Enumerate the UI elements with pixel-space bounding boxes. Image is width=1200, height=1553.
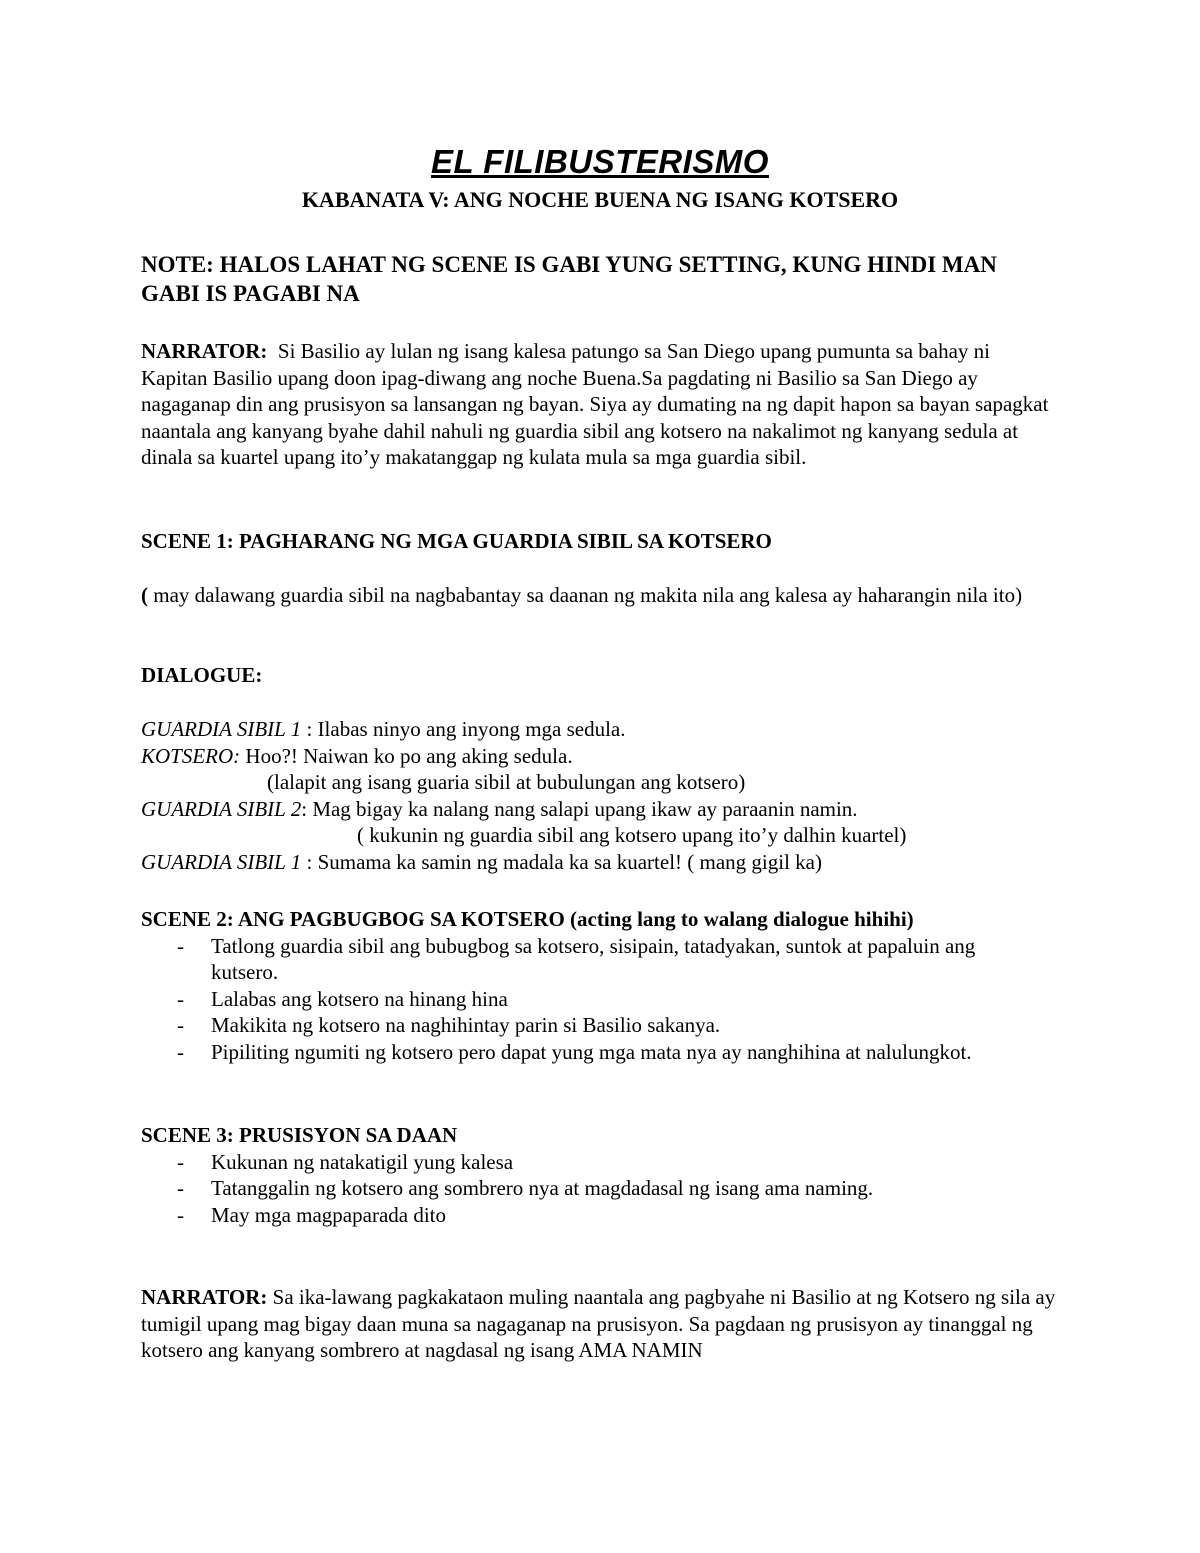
scene-2: [141, 906, 1061, 1065]
scene-2-list: [141, 933, 1021, 1066]
speaker: GUARDIA SIBIL 2: [141, 796, 302, 821]
list-item: [141, 1039, 1021, 1066]
paren-open: (: [141, 583, 148, 607]
speaker: GUARDIA SIBIL 1: [141, 717, 302, 741]
stage-direction: ( kukunin ng guardia sibil ang kotsero upang ito’y dalhin kuartel): [357, 823, 907, 847]
line-text: Mag bigay ka nalang nang salapi upang ikaw ay paraanin namin.: [312, 796, 858, 821]
dash-bullet: -: [177, 986, 184, 1011]
scene-3-heading: SCENE 3: PRUSISYON SA DAAN: [141, 1123, 458, 1147]
scene-2-heading: SCENE 2: ANG PAGBUGBOG SA KOTSERO (acting lang to walang dialogue hihihi): [141, 907, 914, 931]
chapter-subtitle: KABANATA V: ANG NOCHE BUENA NG ISANG KOTSERO: [301, 187, 899, 212]
narrator-text: Sa ika-lawang pagkakataon muling naantala ang pagbyahe ni Basilio at ng Kotsero ng sila ay tumigil upang mag bigay daan muna sa nagaganap na prusisyon. Sa pagdaan ng prusisyon ay tinanggal ng kotsero ang kanyang sombrero at nagdasal ng isang AMA NAMIN: [141, 1285, 1056, 1362]
line-text: Sumama ka samin ng madala ka sa kuartel! ( mang gigil ka): [317, 849, 822, 874]
dash-bullet: -: [177, 933, 184, 958]
scene-1-direction-text: may dalawang guardia sibil na nagbabantay sa daanan ng makita nila ang kalesa ay haharangin nila ito): [148, 583, 1023, 607]
list-item-text: Lalabas ang kotsero na hinang hina: [211, 986, 508, 1011]
list-item: [141, 933, 1021, 986]
list-item: [141, 1202, 1061, 1229]
stage-direction: (lalapit ang isang guaria sibil at bubulungan ang kotsero): [267, 770, 746, 794]
dash-bullet: -: [177, 1039, 184, 1064]
list-item: [141, 1175, 1061, 1202]
list-item-text: Makikita ng kotsero na naghihintay parin si Basilio sakanya.: [211, 1013, 721, 1037]
list-item: [141, 1012, 1021, 1039]
line-text: Ilabas ninyo ang inyong mga sedula.: [317, 717, 626, 741]
dialogue-block: [141, 716, 1061, 875]
scene-3-list: [141, 1149, 1061, 1229]
dash-bullet: -: [177, 1202, 184, 1227]
dialogue-line: [141, 743, 1061, 770]
dialogue-line: [141, 849, 1061, 876]
list-item-text: May mga magpaparada dito: [211, 1202, 446, 1227]
dash-bullet: -: [177, 1013, 184, 1037]
narrator-paragraph-2: [141, 1284, 1061, 1364]
line-text: Hoo?! Naiwan ko po ang aking sedula.: [245, 743, 573, 768]
dialogue-label: DIALOGUE:: [141, 663, 263, 687]
list-item: [141, 986, 1021, 1013]
scene-3: [141, 1122, 1061, 1228]
separator: :: [301, 717, 318, 741]
separator: :: [301, 849, 318, 874]
scene-1-heading: SCENE 1: PAGHARANG NG MGA GUARDIA SIBIL SA KOTSERO: [141, 529, 772, 553]
list-item: [141, 1149, 1061, 1176]
dash-bullet: -: [177, 1176, 184, 1200]
list-item-text: Tatanggalin ng kotsero ang sombrero nya at magdadasal ng isang ama naming.: [211, 1176, 874, 1200]
setting-note: NOTE: HALOS LAHAT NG SCENE IS GABI YUNG SETTING, KUNG HINDI MAN GABI IS PAGABI NA: [141, 252, 997, 306]
dialogue-line: [141, 716, 1061, 743]
list-item-text: Tatlong guardia sibil ang bubugbog sa kotsero, sisipain, tatadyakan, suntok at papaluin ang kutsero.: [211, 933, 976, 984]
narrator-label: NARRATOR:: [141, 339, 268, 363]
list-item-text: Kukunan ng natakatigil yung kalesa: [211, 1149, 514, 1174]
dash-bullet: -: [177, 1149, 184, 1174]
narrator-paragraph-1: [141, 338, 1061, 471]
document-title: EL FILIBUSTERISMO: [431, 143, 769, 180]
separator: :: [301, 796, 313, 821]
list-item-text: Pipiliting ngumiti ng kotsero pero dapat yung mga mata nya ay nanghihina at nalulungkot.: [211, 1039, 972, 1064]
narrator-text: Si Basilio ay lulan ng isang kalesa patungo sa San Diego upang pumunta sa bahay ni Kapitan Basilio upang doon ipag-diwang ang noche Buena.Sa pagdating ni Basilio sa San Diego ay nagaganap din ang prusisyon sa lansangan ng bayan. Siya ay dumating na ng dapit hapon sa bayan sapagkat naantala ang kanyang byahe dahil nahuli ng guardia sibil ang kotsero na nakalimot ng kanyang sedula at dinala sa kuartel upang ito’y makatanggap ng kulata mula sa mga guardia sibil.: [141, 339, 1049, 469]
dialogue-line: [141, 796, 1061, 823]
speaker: GUARDIA SIBIL 1: [141, 849, 302, 874]
speaker: KOTSERO:: [141, 743, 241, 768]
scene-1-direction: [141, 582, 1061, 609]
narrator-label: NARRATOR:: [141, 1285, 268, 1309]
